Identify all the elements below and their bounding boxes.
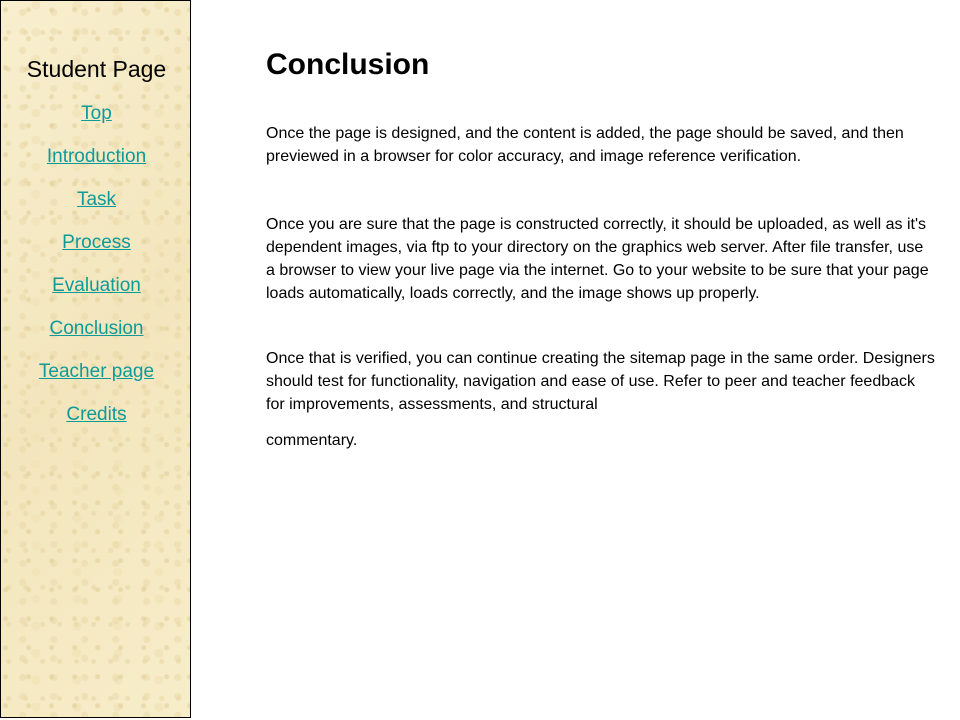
sidebar-title: Student Page (26, 56, 167, 82)
nav-link-process[interactable]: Process (62, 232, 131, 253)
nav-item-credits (1, 399, 192, 442)
nav-link-conclusion[interactable]: Conclusion (49, 318, 144, 339)
nav-link-credits[interactable]: Credits (66, 404, 127, 425)
nav-link-task[interactable]: Task (76, 189, 117, 210)
nav-item-teacher-page (1, 356, 192, 399)
paragraph-upload: Once you are sure that the page is constructed correctly, it should be uploaded, as well as it's dependent images, via ftp to your directory on the graphics web server. After file transfer, use a browser to view your live page via the internet. Go to your website to be sure that your page loads automatically, loads correctly, and the image shows up properly. (266, 216, 929, 302)
nav-item-conclusion (1, 313, 192, 356)
paragraph-preview: Once the page is designed, and the content is added, the page should be saved, and then previewed in a browser for color accuracy, and image reference verification. (266, 125, 904, 165)
paragraph-sitemap: Once that is verified, you can continue creating the sitemap page in the same order. Designers should test for functionality, navigation and ease of use. Refer to peer and teacher feedback for improvements, assessments, and structural (266, 350, 935, 413)
sidebar-nav (0, 0, 191, 718)
main-content (266, 46, 936, 449)
nav-item-process (1, 227, 192, 270)
nav-item-task (1, 184, 192, 227)
nav-link-teacher-page[interactable]: Teacher page (38, 361, 155, 382)
nav-item-evaluation (1, 270, 192, 313)
nav-item-top (1, 98, 192, 141)
nav-link-introduction[interactable]: Introduction (46, 146, 147, 167)
paragraph-sitemap-tail: commentary. (266, 432, 358, 449)
nav-item-introduction (1, 141, 192, 184)
nav-link-top[interactable]: Top (81, 103, 112, 124)
nav-link-evaluation[interactable]: Evaluation (52, 275, 141, 296)
page-title: Conclusion (266, 48, 430, 81)
nav-list (1, 98, 192, 442)
